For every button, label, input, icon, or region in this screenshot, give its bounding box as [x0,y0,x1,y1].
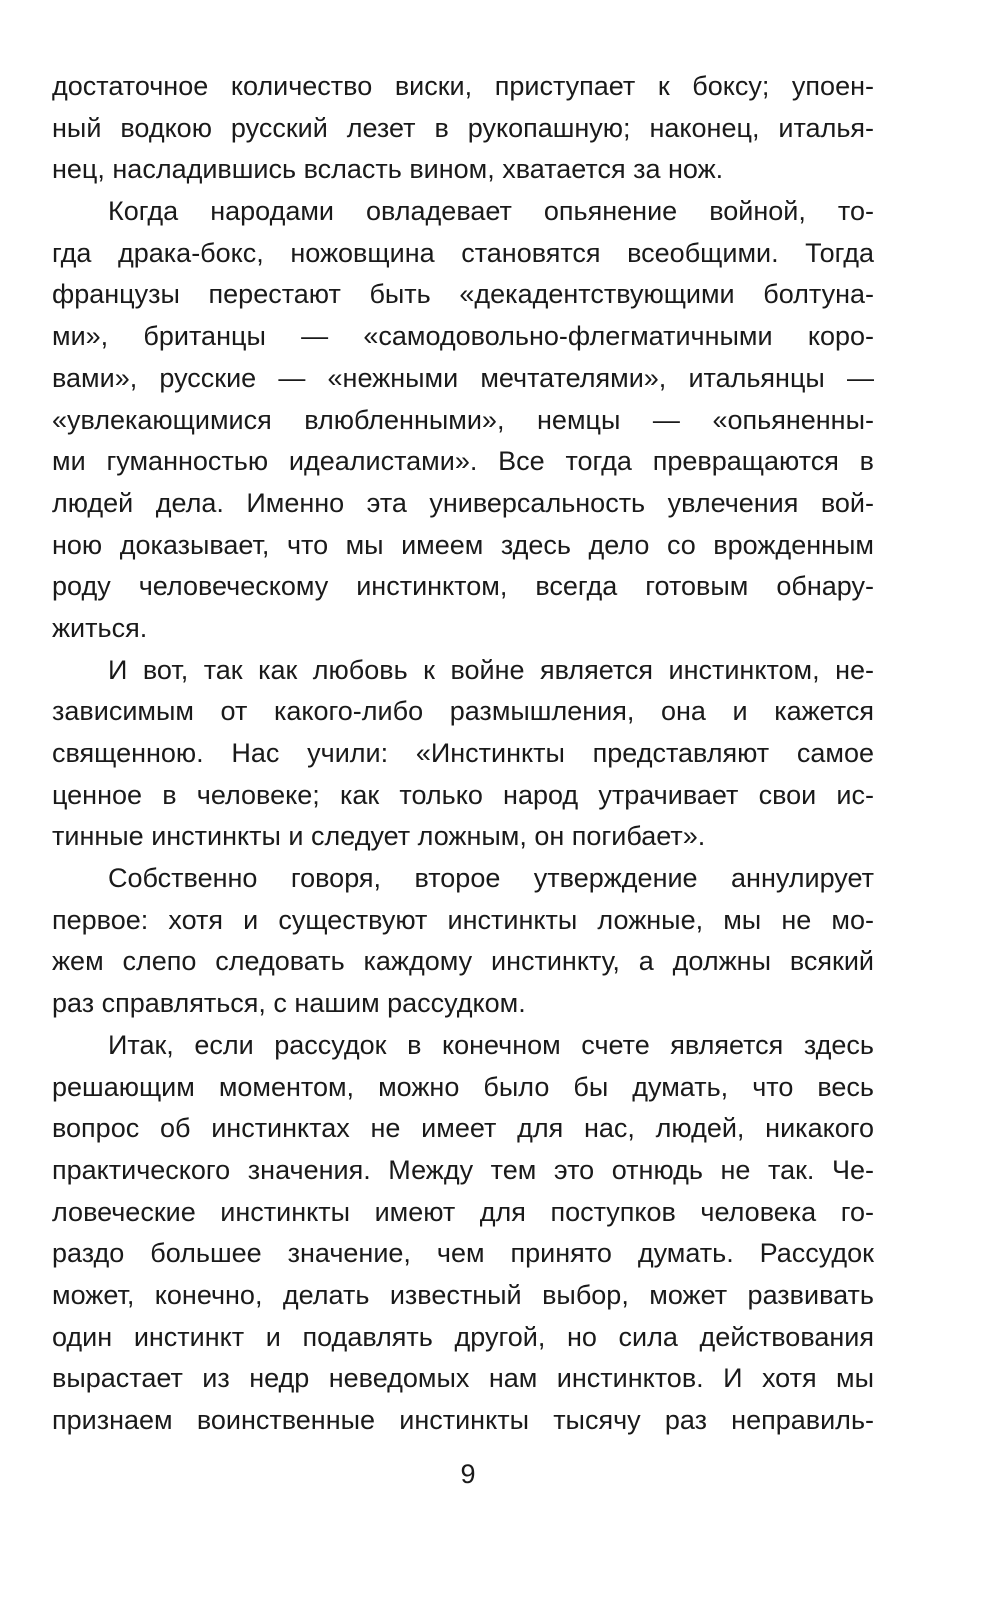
text-line: житься. [52,612,148,643]
text-line: «увлекающимися влюбленными», немцы — «опьяненны- [52,404,874,435]
paragraph [52,66,874,191]
text-line: признаем воинственные инстинкты тысячу раз неправиль- [52,1405,874,1435]
text-line: ценное в человеке; как только народ утрачивает свои ис- [52,779,874,810]
text-line: один инстинкт и подавлять другой, но сила действования [52,1321,874,1352]
text-line: раздо большее значение, чем принято думать. Рассудок [52,1238,874,1269]
text-line: Собственно говоря, второе утверждение аннулирует [108,863,874,894]
text-line: решающим моментом, можно было бы думать, что весь [52,1071,874,1102]
text-line: священною. Нас учили: «Инстинкты представляют самое [52,738,874,768]
text-line: ловеческие инстинкты имеют для поступков человека го- [52,1196,874,1227]
text-line: французы перестают быть «декадентствующими болтуна- [52,279,874,310]
text-line: практического значения. Между тем это отнюдь не так. Че- [52,1154,874,1185]
text-line: жем слепо следовать каждому инстинкту, а должны всякий [52,946,874,977]
text-line: ный водкою русский лезет в рукопашную; наконец, италья- [52,112,874,143]
paragraph [52,191,874,650]
text-line: И вот, так как любовь к войне является инстинктом, не- [108,654,874,685]
text-line: первое: хотя и существуют инстинкты ложные, мы не мо- [52,904,874,935]
paragraph [52,1025,874,1442]
paragraph [52,650,874,858]
text-line: достаточное количество виски, приступает к боксу; упоен- [52,71,874,101]
text-line: ми гуманностью идеалистами». Все тогда превращаются в [52,446,874,477]
text-line: вырастает из недр неведомых нам инстинктов. И хотя мы [52,1363,874,1394]
page-number: 9 [460,1459,476,1489]
text-line: тинные инстинкты и следует ложным, он погибает». [52,821,706,852]
paragraph [52,858,874,1025]
text-line: зависимым от какого-либо размышления, она и кажется [52,696,874,727]
text-line: вопрос об инстинктах не имеет для нас, людей, никакого [52,1113,874,1144]
text-line: людей дела. Именно эта универсальность увлечения вой- [52,487,874,518]
text-line: нец, насладившись всласть вином, хватается за нож. [52,154,724,185]
text-line: гда драка-бокс, ножовщина становятся всеобщими. Тогда [52,237,874,268]
text-line: ми», британцы — «самодовольно-флегматичными коро- [52,321,874,352]
text-line: Итак, если рассудок в конечном счете является здесь [108,1029,874,1060]
text-line: раз справляться, с нашим рассудком. [52,988,526,1019]
text-line: вами», русские — «нежными мечтателями», итальянцы — [52,362,874,393]
text-line: ною доказывает, что мы имеем здесь дело со врожденным [52,529,874,560]
page-body-text [52,66,874,1442]
text-line: роду человеческому инстинктом, всегда готовым обнару- [52,571,874,602]
text-line: может, конечно, делать известный выбор, может развивать [52,1279,874,1310]
text-line: Когда народами овладевает опьянение войной, то- [108,196,874,227]
